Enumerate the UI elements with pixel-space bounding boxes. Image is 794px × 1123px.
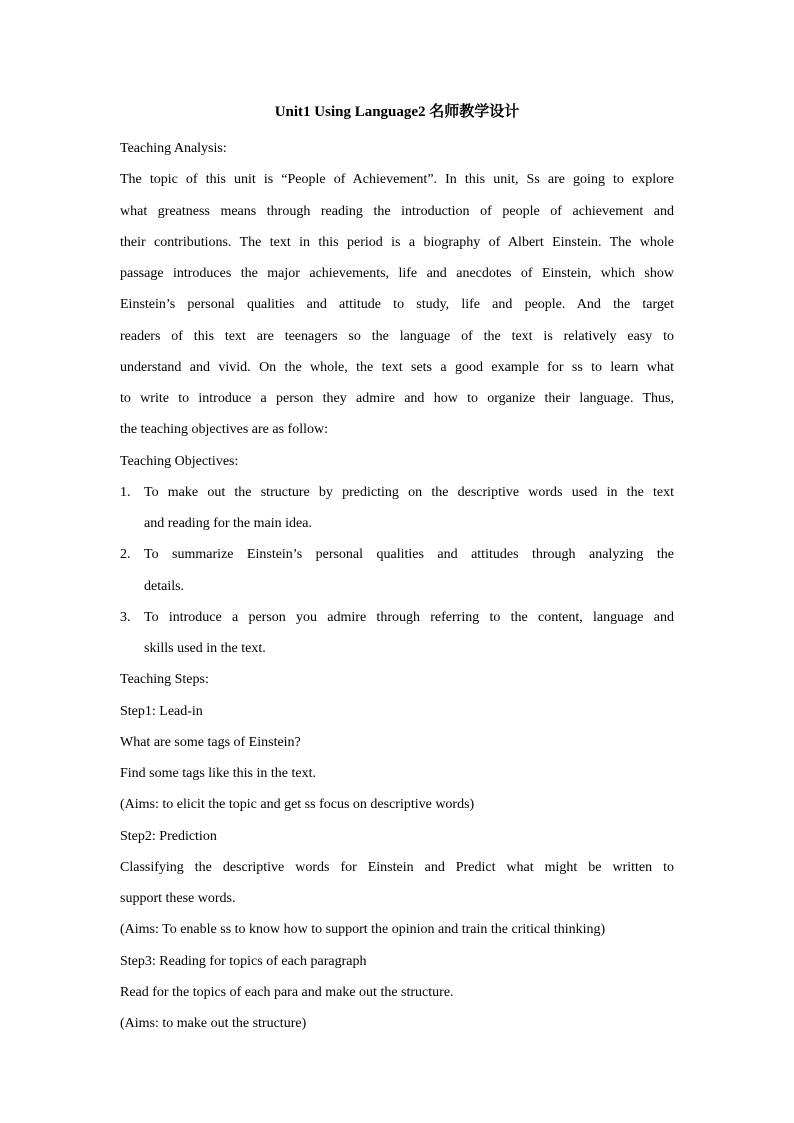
step3-aims: (Aims: to make out the structure) (120, 1016, 307, 1031)
teaching-steps-heading: Teaching Steps: (120, 672, 209, 688)
objective-number: 2. (120, 547, 131, 563)
analysis-line: understand and vivid. On the whole, the text sets a good example for ss to learn what (120, 359, 674, 375)
objective-text: To make out the structure by predicting on the descriptive words used in the text (144, 484, 674, 500)
step1-text: Find some tags like this in the text. (120, 766, 316, 781)
objective-text: and reading for the main idea. (144, 516, 312, 531)
step2-aims: (Aims: To enable ss to know how to support the opinion and train the critical thinking) (120, 922, 606, 938)
objective-text: details. (144, 578, 185, 594)
step1-aims: (Aims: to elicit the topic and get ss focus on descriptive words) (120, 797, 475, 813)
step1-title: Step1: Lead-in (120, 703, 203, 719)
analysis-line: The topic of this unit is “People of Achievement”. In this unit, Ss are going to explore (120, 172, 674, 188)
step3-title: Step3: Reading for topics of each paragraph (120, 953, 367, 969)
objective-item (120, 539, 674, 602)
document-title: Unit1 Using Language2 名师教学设计 (274, 104, 520, 120)
analysis-line: Einstein’s personal qualities and attitude to study, life and people. And the target (120, 297, 674, 313)
analysis-line: what greatness means through reading the introduction of people of achievement and (120, 203, 674, 219)
step2-text: Classifying the descriptive words for Einstein and Predict what might be written to (120, 859, 674, 875)
analysis-line: the teaching objectives are as follow: (120, 422, 328, 438)
step3-text: Read for the topics of each para and make out the structure. (120, 984, 454, 1000)
objective-item (120, 477, 674, 540)
objective-item (120, 602, 674, 665)
objective-text: To introduce a person you admire through referring to the content, language and (144, 609, 674, 625)
teaching-objectives-heading: Teaching Objectives: (120, 453, 239, 469)
document-body (120, 133, 674, 1039)
objective-number: 1. (120, 484, 131, 500)
objective-text: skills used in the text. (144, 641, 266, 656)
teaching-analysis-heading: Teaching Analysis: (120, 141, 227, 156)
analysis-line: readers of this text are teenagers so the language of the text is relatively easy to (120, 328, 674, 344)
objective-text: To summarize Einstein’s personal qualities and attitudes through analyzing the (144, 547, 674, 563)
step2-title: Step2: Prediction (120, 828, 217, 844)
analysis-line: to write to introduce a person they admire and how to organize their language. Thus, (120, 391, 674, 406)
step2-text: support these words. (120, 891, 236, 906)
step1-text: What are some tags of Einstein? (120, 734, 301, 750)
analysis-line: passage introduces the major achievements, life and anecdotes of Einstein, which show (120, 266, 674, 281)
objective-number: 3. (120, 609, 131, 625)
analysis-line: their contributions. The text in this period is a biography of Albert Einstein. The whole (120, 234, 674, 250)
